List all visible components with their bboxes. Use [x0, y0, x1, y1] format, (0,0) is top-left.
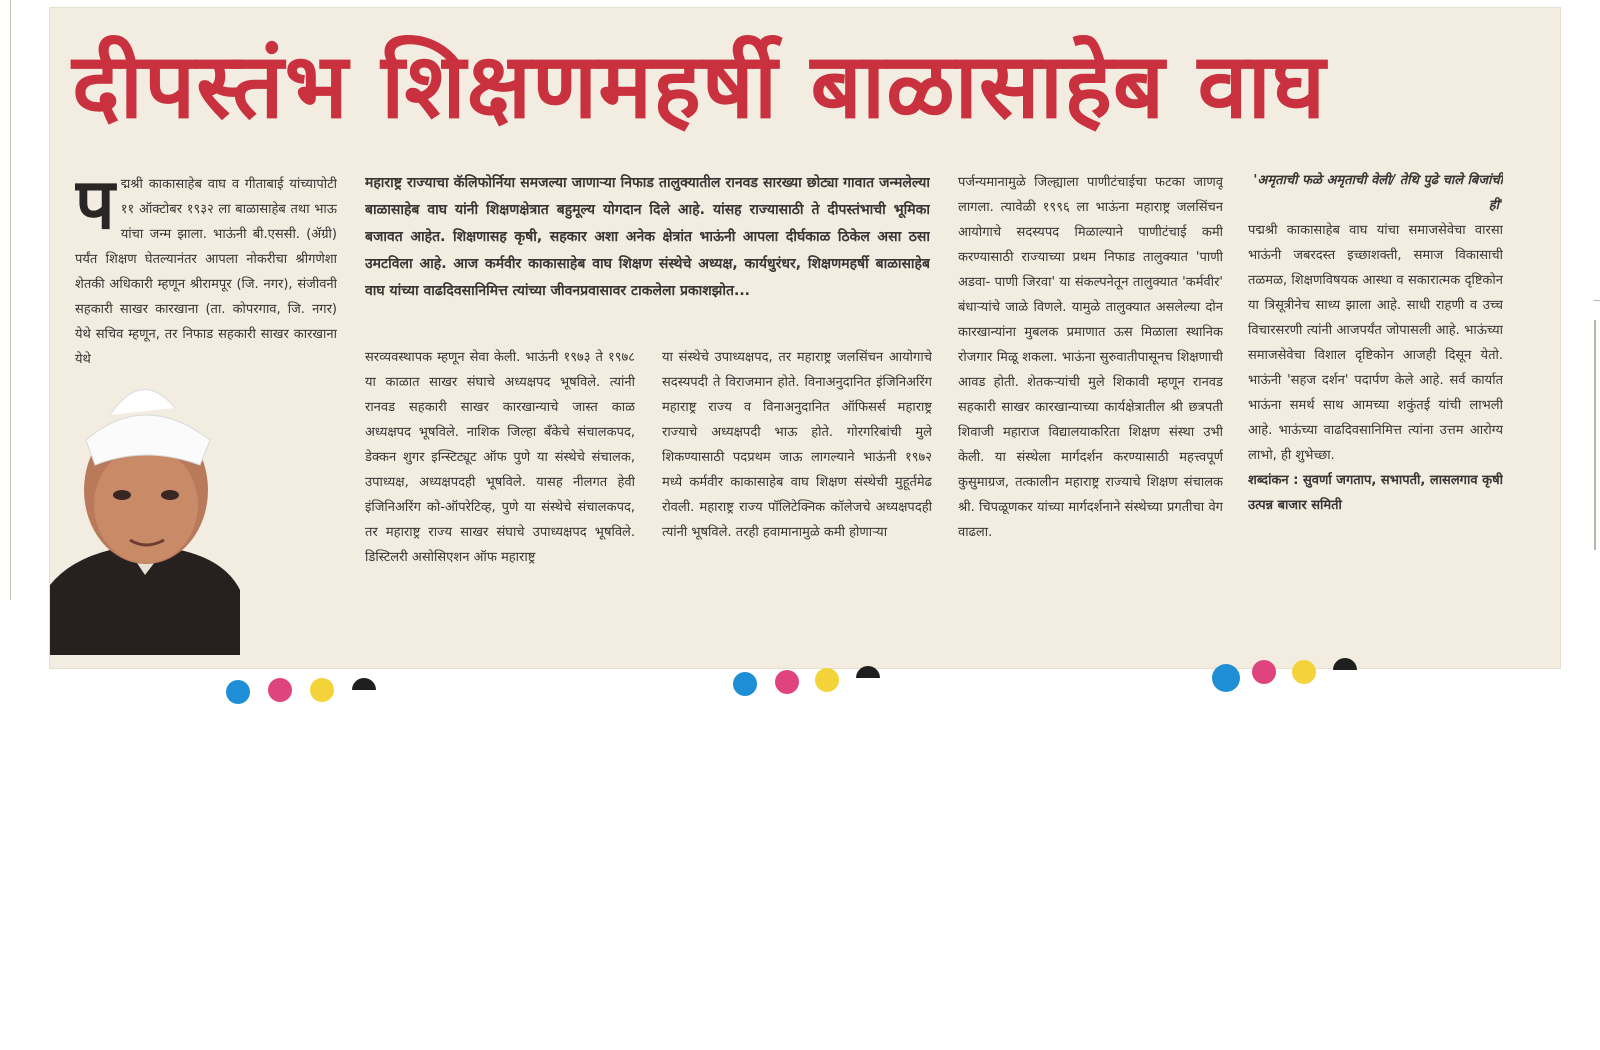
magenta-registration-dot: [1252, 660, 1276, 684]
black-registration-dot: [352, 678, 376, 690]
column-1-text: द्मश्री काकासाहेब वाघ व गीताबाई यांच्यापोटी ११ ऑक्टोबर १९३२ ला बाळासाहेब तथा भाऊ यांचा जन्म झाला. भाऊंनी बी.एससी. (ॲग्री) पर्यंत शिक्षण घेतल्यानंतर आपला नोकरीचा श्रीगणेशा शेतकी अधिकारी म्हणून श्रीरामपूर (जि. नगर), संजीवनी सहकारी साखर कारखाना (ता. कोपरगाव, जि. नगर) येथे सचिव म्हणून, तर निफाड सहकारी साखर कारखाना येथे: [75, 177, 337, 367]
column-5: [1248, 168, 1503, 628]
scan-edge-line: [1594, 320, 1596, 550]
pull-quote: 'अमृताची फळे अमृताची वेली/ तेथि पुढे चाले बिजांची ही': [1253, 173, 1503, 213]
magenta-registration-dot: [268, 678, 292, 702]
column-3: या संस्थेचे उपाध्यक्षपद, तर महाराष्ट्र जलसिंचन आयोगाचे सदस्यपदी ते विराजमान होते. विनाअनुदानित इंजिनिअरिंग महाराष्ट्र राज्य व विनाअनुदानित ऑफिसर्स महाराष्ट्र राज्याचे अध्यक्षपदी भाऊ होते. गोरगरिबांची मुले शिकण्यासाठी पदप्रथम जाऊ लागल्याने भाऊंनी १९७२ मध्ये कर्मवीर काकासाहेब वाघ शिक्षण संस्थेची मुहूर्तमेढ रोवली. महाराष्ट्र राज्य पॉलिटेक्निक कॉलेजचे अध्यक्षपदही त्यांनी भूषविले. तरही हवामानामुळे कमी होणाऱ्या: [662, 350, 932, 540]
byline-credit: शब्दांकन : सुवर्णा जगताप, सभापती, लासलगाव कृषी उत्पन्न बाजार समिती: [1248, 473, 1503, 513]
column-5-text: पद्मश्री काकासाहेब वाघ यांचा समाजसेवेचा वारसा भाऊंनी जबरदस्त इच्छाशक्ती, समाज विकासाची तळमळ, शिक्षणविषयक आस्था व सकारात्मक दृष्टिकोन या त्रिसूत्रीनेच साध्य झाला आहे. साधी राहणी व उच्च विचारसरणी त्यांनी आजपर्यंत जोपासली आहे. भाऊंच्या समाजसेवेचा विशाल दृष्टिकोन आजही दिसून येतो. भाऊंनी 'सहज दर्शन' पदार्पण केले आहे. सर्व कार्यात भाऊंना समर्थ साथ आमच्या शकुंतई यांची लाभली आहे. भाऊंच्या वाढदिवसानिमित्त त्यांना उत्तम आरोग्य लाभो, ही शुभेच्छा.: [1248, 223, 1503, 463]
magenta-registration-dot: [775, 670, 799, 694]
yellow-registration-dot: [815, 668, 839, 692]
yellow-registration-dot: [1292, 660, 1316, 684]
yellow-registration-dot: [310, 678, 334, 702]
headline: दीपस्तंभ शिक्षणमहर्षी बाळासाहेब वाघ: [72, 34, 1327, 139]
column-4: पर्जन्यमानामुळे जिल्ह्याला पाणीटंचाईचा फटका जाणवू लागला. त्यावेळी १९९६ ला भाऊंना महाराष्ट्र जलसिंचन आयोगाचे सदस्यपद मिळाल्याने पाणीटंचाई कमी करण्यासाठी राज्याच्या प्रथम निफाड तालुक्यात 'पाणी अडवा- पाणी जिरवा' या संकल्पनेतून तालुक्यात 'कर्मवीर' बंधाऱ्यांचे जाळे विणले. यामुळे तालुक्यात असलेल्या दोन कारखान्यांना मुबलक प्रमाणात ऊस मिळाला स्थानिक रोजगार मिळू शकला. भाऊंना सुरुवातीपासूनच शिक्षणाची आवड होती. शेतकऱ्यांची मुले शिकावी म्हणून रानवड सहकारी साखर कारखान्याच्या कार्यक्षेत्रातील श्री छत्रपती शिवाजी महाराज विद्यालयाकरिता शिक्षण संस्था उभी केली. या संस्थेला मार्गदर्शन करण्यासाठी महत्त्वपूर्ण कुसुमाग्रज, तत्कालीन महाराष्ट्र राज्याचे शिक्षण संचालक श्री. चिपळूणकर यांच्या मार्गदर्शनाने संस्थेच्या प्रगतीचा वेग वाढला.: [958, 175, 1223, 540]
cyan-registration-dot: [1212, 664, 1240, 692]
scan-edge-line: [10, 0, 11, 600]
cyan-registration-dot: [733, 672, 757, 696]
column-2: सरव्यवस्थापक म्हणून सेवा केली. भाऊंनी १९७३ ते १९७८ या काळात साखर संघाचे अध्यक्षपद भूषविले. त्यांनी रानवड सहकारी साखर कारखान्याचे जास्त काळ अध्यक्षपद भूषविले. नाशिक जिल्हा बँकेचे संचालकपद, डेक्कन शुगर इन्स्टिट्यूट ऑफ पुणे या संस्थेचे संचालक, उपाध्यक्ष, अध्यक्षपदही भूषविले. यासह नीलगत हेवी इंजिनिअरिंग को-ऑपरेटिव्ह, पुणे या संस्थेचे संचालकपद, तर महाराष्ट्र राज्य साखर संघाचे उपाध्यक्षपद भूषविले. डिस्टिलरी असोसिएशन ऑफ महाराष्ट्र: [365, 350, 635, 565]
column-1-continuation: [232, 372, 337, 632]
intro-paragraph: महाराष्ट्र राज्याचा कॅलिफोर्निया समजल्या जाणाऱ्या निफाड तालुक्यातील रानवड सारख्या छोट्या गावात जन्मलेल्या बाळासाहेब वाघ यांनी शिक्षणक्षेत्रात बहुमूल्य योगदान दिले आहे. यांसह राज्यासाठी ते दीपस्तंभाची भूमिका बजावत आहेत. शिक्षणासह कृषी, सहकार अशा अनेक क्षेत्रांत भाऊंनी आपला दीर्घकाळ ठिकेल असा ठसा उमटविला आहे. आज कर्मवीर काकासाहेब वाघ शिक्षण संस्थेचे अध्यक्ष, कार्यधुरंधर, शिक्षणमहर्षी बाळासाहेब वाघ यांच्या वाढदिवसानिमित्त त्यांच्या जीवनप्रवासावर टाकलेला प्रकाशझोत...: [365, 175, 930, 299]
dropcap: प: [75, 172, 115, 245]
cyan-registration-dot: [226, 680, 250, 704]
scan-edge-line: [1594, 300, 1600, 301]
portrait-photo: [50, 370, 240, 655]
column-1: [75, 172, 337, 372]
